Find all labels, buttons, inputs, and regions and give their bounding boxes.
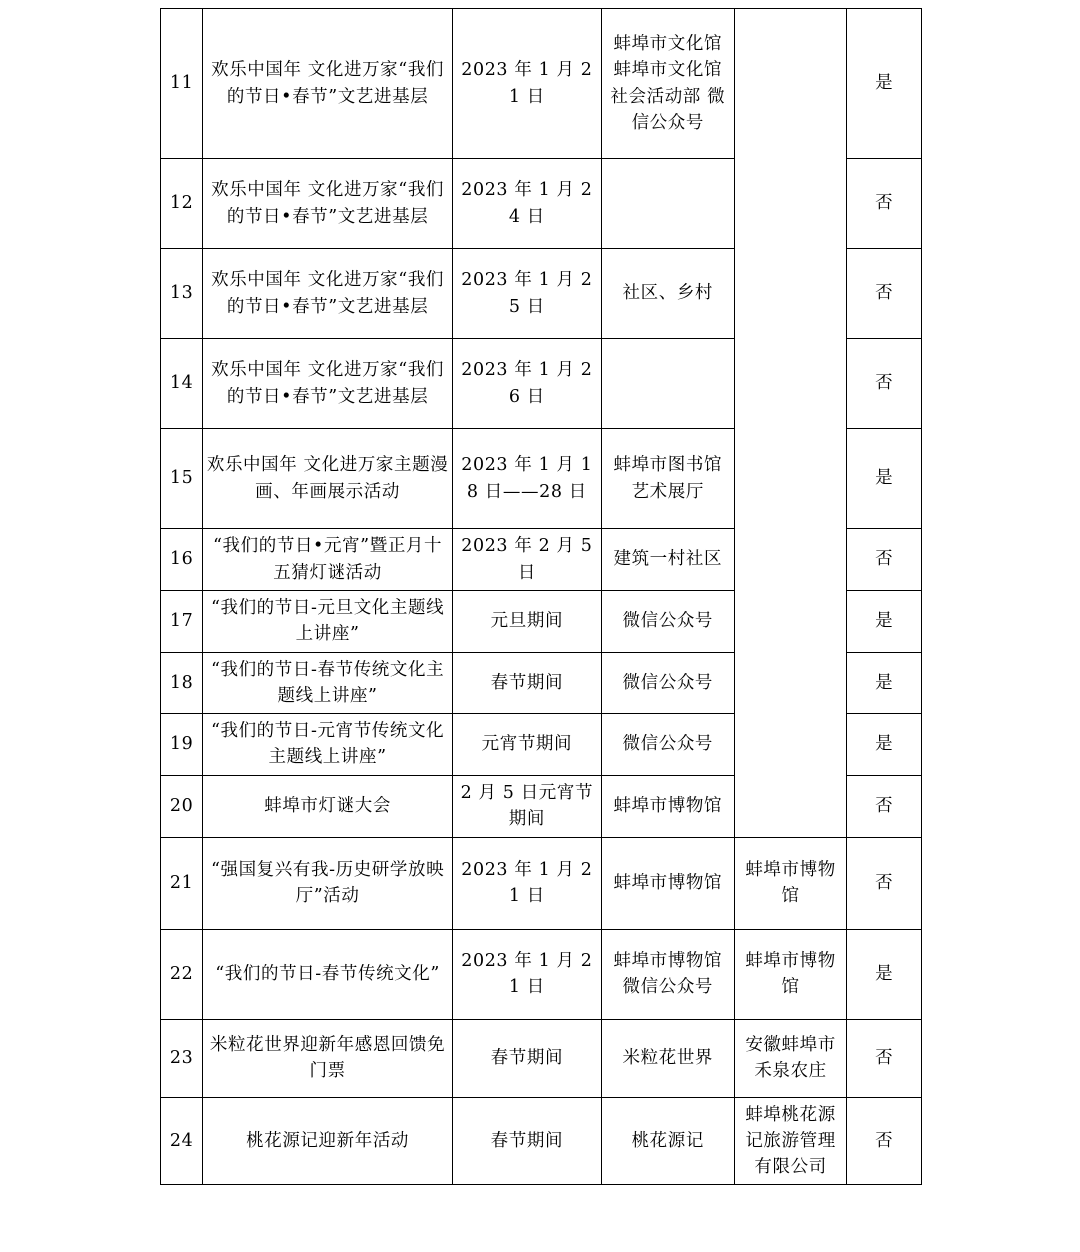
table-row: [161, 9, 922, 159]
online-flag: 否: [847, 529, 922, 591]
table-body: [161, 9, 922, 1185]
activity-date: 2023 年 1 月 26 日: [452, 339, 601, 429]
activity-name: 欢乐中国年 文化进万家“我们的节日•春节”文艺进基层: [203, 159, 453, 249]
row-index: 14: [161, 339, 203, 429]
activity-name: 欢乐中国年 文化进万家“我们的节日•春节”文艺进基层: [203, 9, 453, 159]
activity-name: 欢乐中国年 文化进万家“我们的节日•春节”文艺进基层: [203, 339, 453, 429]
activity-place: 蚌埠市文化馆 蚌埠市文化馆社会活动部 微信公众号: [601, 9, 734, 159]
row-index: 18: [161, 652, 203, 714]
table-row: [161, 929, 922, 1019]
online-flag: 否: [847, 1097, 922, 1185]
activity-date: 元旦期间: [452, 591, 601, 653]
activity-org: 蚌埠市博物馆: [734, 929, 847, 1019]
activity-name: “我们的节日-春节传统文化主题线上讲座”: [203, 652, 453, 714]
activity-schedule-table: [160, 8, 922, 1185]
activity-org: 蚌埠桃花源记旅游管理有限公司: [734, 1097, 847, 1185]
online-flag: 否: [847, 775, 922, 837]
activity-date: 2023 年 1 月 21 日: [452, 929, 601, 1019]
activity-place: 微信公众号: [601, 652, 734, 714]
activity-date: 2023 年 2 月 5 日: [452, 529, 601, 591]
online-flag: 是: [847, 9, 922, 159]
activity-name: “我们的节日-元旦文化主题线上讲座”: [203, 591, 453, 653]
activity-place: 米粒花世界: [601, 1019, 734, 1097]
activity-date: 春节期间: [452, 1097, 601, 1185]
activity-name: 桃花源记迎新年活动: [203, 1097, 453, 1185]
online-flag: 否: [847, 159, 922, 249]
activity-place: 微信公众号: [601, 714, 734, 776]
activity-date: 2023 年 1 月 18 日——28 日: [452, 429, 601, 529]
activity-place: 蚌埠市图书馆 艺术展厅: [601, 429, 734, 529]
activity-date: 2023 年 1 月 24 日: [452, 159, 601, 249]
row-index: 20: [161, 775, 203, 837]
activity-date: 春节期间: [452, 652, 601, 714]
row-index: 17: [161, 591, 203, 653]
activity-date: 2023 年 1 月 21 日: [452, 9, 601, 159]
online-flag: 是: [847, 652, 922, 714]
activity-date: 2023 年 1 月 21 日: [452, 837, 601, 929]
row-index: 22: [161, 929, 203, 1019]
row-index: 11: [161, 9, 203, 159]
activity-name: 欢乐中国年 文化进万家“我们的节日•春节”文艺进基层: [203, 249, 453, 339]
activity-place: [601, 339, 734, 429]
activity-place: 建筑一村社区: [601, 529, 734, 591]
activity-name: “我们的节日•元宵”暨正月十五猜灯谜活动: [203, 529, 453, 591]
activity-place: 蚌埠市博物馆: [601, 775, 734, 837]
activity-date: 2023 年 1 月 25 日: [452, 249, 601, 339]
activity-name: “强国复兴有我-历史研学放映厅”活动: [203, 837, 453, 929]
activity-org: 蚌埠市博物馆: [734, 837, 847, 929]
online-flag: 是: [847, 714, 922, 776]
activity-date: 元宵节期间: [452, 714, 601, 776]
table-row: [161, 1097, 922, 1185]
activity-org: [734, 9, 847, 838]
row-index: 21: [161, 837, 203, 929]
row-index: 24: [161, 1097, 203, 1185]
online-flag: 否: [847, 249, 922, 339]
online-flag: 否: [847, 339, 922, 429]
activity-place: 桃花源记: [601, 1097, 734, 1185]
activity-place: 蚌埠市博物馆微信公众号: [601, 929, 734, 1019]
activity-org: 安徽蚌埠市禾泉农庄: [734, 1019, 847, 1097]
activity-name: “我们的节日-春节传统文化”: [203, 929, 453, 1019]
activity-name: 欢乐中国年 文化进万家主题漫画、年画展示活动: [203, 429, 453, 529]
online-flag: 是: [847, 429, 922, 529]
activity-date: 春节期间: [452, 1019, 601, 1097]
row-index: 19: [161, 714, 203, 776]
online-flag: 否: [847, 837, 922, 929]
row-index: 13: [161, 249, 203, 339]
row-index: 15: [161, 429, 203, 529]
activity-place: 蚌埠市博物馆: [601, 837, 734, 929]
row-index: 16: [161, 529, 203, 591]
row-index: 23: [161, 1019, 203, 1097]
online-flag: 是: [847, 929, 922, 1019]
activity-date: 2 月 5 日元宵节期间: [452, 775, 601, 837]
online-flag: 是: [847, 591, 922, 653]
activity-name: 蚌埠市灯谜大会: [203, 775, 453, 837]
table-row: [161, 1019, 922, 1097]
activity-place: 社区、乡村: [601, 249, 734, 339]
activity-name: “我们的节日-元宵节传统文化主题线上讲座”: [203, 714, 453, 776]
online-flag: 否: [847, 1019, 922, 1097]
activity-name: 米粒花世界迎新年感恩回馈免门票: [203, 1019, 453, 1097]
activity-place: [601, 159, 734, 249]
table-row: [161, 837, 922, 929]
row-index: 12: [161, 159, 203, 249]
activity-place: 微信公众号: [601, 591, 734, 653]
